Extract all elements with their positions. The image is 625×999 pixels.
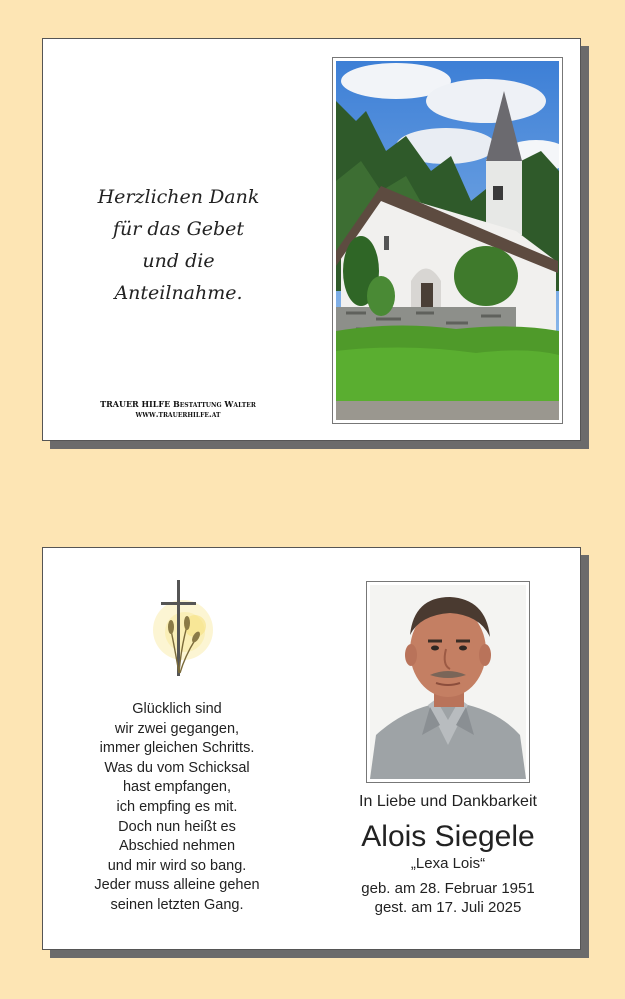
- funeral-home-name: TRAUER HILFE Bestattung Walter: [100, 399, 256, 409]
- memorial-card-inside: [42, 547, 581, 950]
- church-photo: [332, 57, 563, 424]
- poem-line: immer gleichen Schritts.: [99, 740, 255, 757]
- thanks-line: für das Gebet: [112, 218, 245, 240]
- thank-you-card-front: [42, 38, 581, 441]
- poem-line: Glücklich sind: [132, 701, 222, 717]
- poem-line: Abschied nehmen: [118, 838, 236, 855]
- thanks-line: Anteilnahme.: [114, 282, 243, 304]
- thanks-text: [81, 181, 276, 309]
- thanks-line: und die: [142, 250, 215, 272]
- deceased-nickname: „Lexa Lois“: [410, 855, 486, 872]
- portrait-photo: [366, 581, 530, 783]
- funeral-home-website: www.trauerhilfe.at: [135, 409, 221, 419]
- church-image: [336, 61, 559, 420]
- portrait-image: [370, 585, 526, 779]
- poem-line: und mir wird so bang.: [107, 857, 247, 874]
- poem-line: wir zwei gegangen,: [114, 720, 240, 737]
- funeral-home-info: [83, 399, 273, 419]
- memorial-text: [328, 791, 568, 917]
- poem-line: ich empfing es mit.: [116, 798, 238, 815]
- life-dates: [328, 879, 568, 917]
- thanks-line: Herzlichen Dank: [97, 186, 260, 208]
- poem: [77, 700, 277, 916]
- birth-date: geb. am 28. Februar 1951: [361, 880, 535, 897]
- poem-line: Doch nun heißt es: [118, 818, 236, 835]
- cross-wheat-icon: [135, 578, 225, 684]
- deceased-name: Alois Siegele: [361, 820, 535, 853]
- intro-text: In Liebe und Dankbarkeit: [359, 793, 537, 810]
- poem-line: seinen letzten Gang.: [110, 896, 244, 913]
- poem-line: Jeder muss alleine gehen: [94, 877, 260, 894]
- poem-line: Was du vom Schicksal: [104, 759, 250, 776]
- poem-line: hast empfangen,: [122, 779, 232, 796]
- death-date: gest. am 17. Juli 2025: [374, 899, 522, 916]
